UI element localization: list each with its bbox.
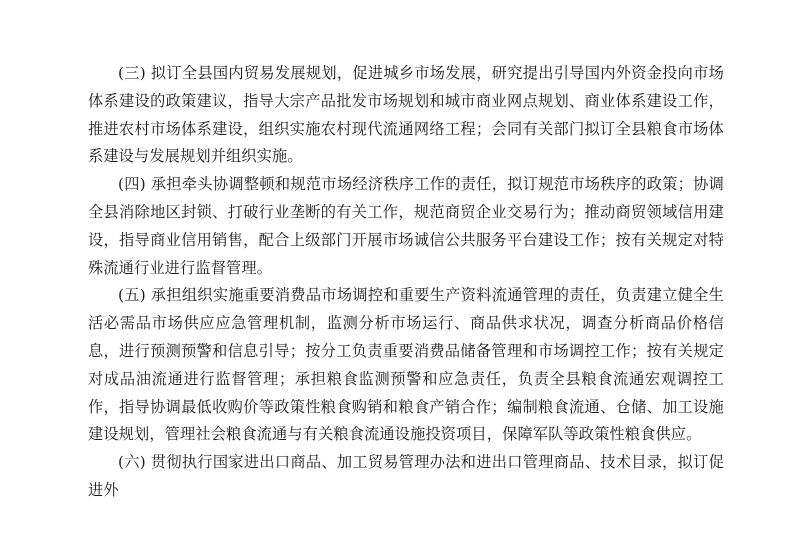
document-body: [88, 60, 724, 505]
paragraph-4: (四) 承担牵头协调整顿和规范市场经济秩序工作的责任，拟订规范市场秩序的政策；协调全县消除地区封锁、打破行业垄断的有关工作，规范商贸企业交易行为；推动商贸领域信用建设，指导商业信用销售，配合上级部门开展市场诚信公共服务平台建设工作；按有关规定对特殊流通行业进行监督管理。: [88, 175, 724, 277]
paragraph-3: (三) 拟订全县国内贸易发展规划，促进城乡市场发展，研究提出引导国内外资金投向市场体系建设的政策建议，指导大宗产品批发市场规划和城市商业网点规划、商业体系建设工作，推进农村市场体系建设，组织实施农村现代流通网络工程；会同有关部门拟订全县粮食市场体系建设与发展规划并组织实施。: [88, 64, 724, 166]
paragraph-6: (六) 贯彻执行国家进出口商品、加工贸易管理办法和进出口管理商品、技术目录，拟订促进外: [88, 453, 724, 499]
paragraph-5: (五) 承担组织实施重要消费品市场调控和重要生产资料流通管理的责任，负责建立健全生活必需品市场供应应急管理机制，监测分析市场运行、商品供求状况，调查分析商品价格信息，进行预测预警和信息引导；按分工负责重要消费品储备管理和市场调控工作；按有关规定对成品油流通进行监督管理；承担粮食监测预警和应急责任，负责全县粮食流通宏观调控工作，指导协调最低收购价等政策性粮食购销和粮食产销合作；编制粮食流通、仓储、加工设施建设规划，管理社会粮食流通与有关粮食流通设施投资项目，保障军队等政策性粮食供应。: [88, 286, 724, 444]
